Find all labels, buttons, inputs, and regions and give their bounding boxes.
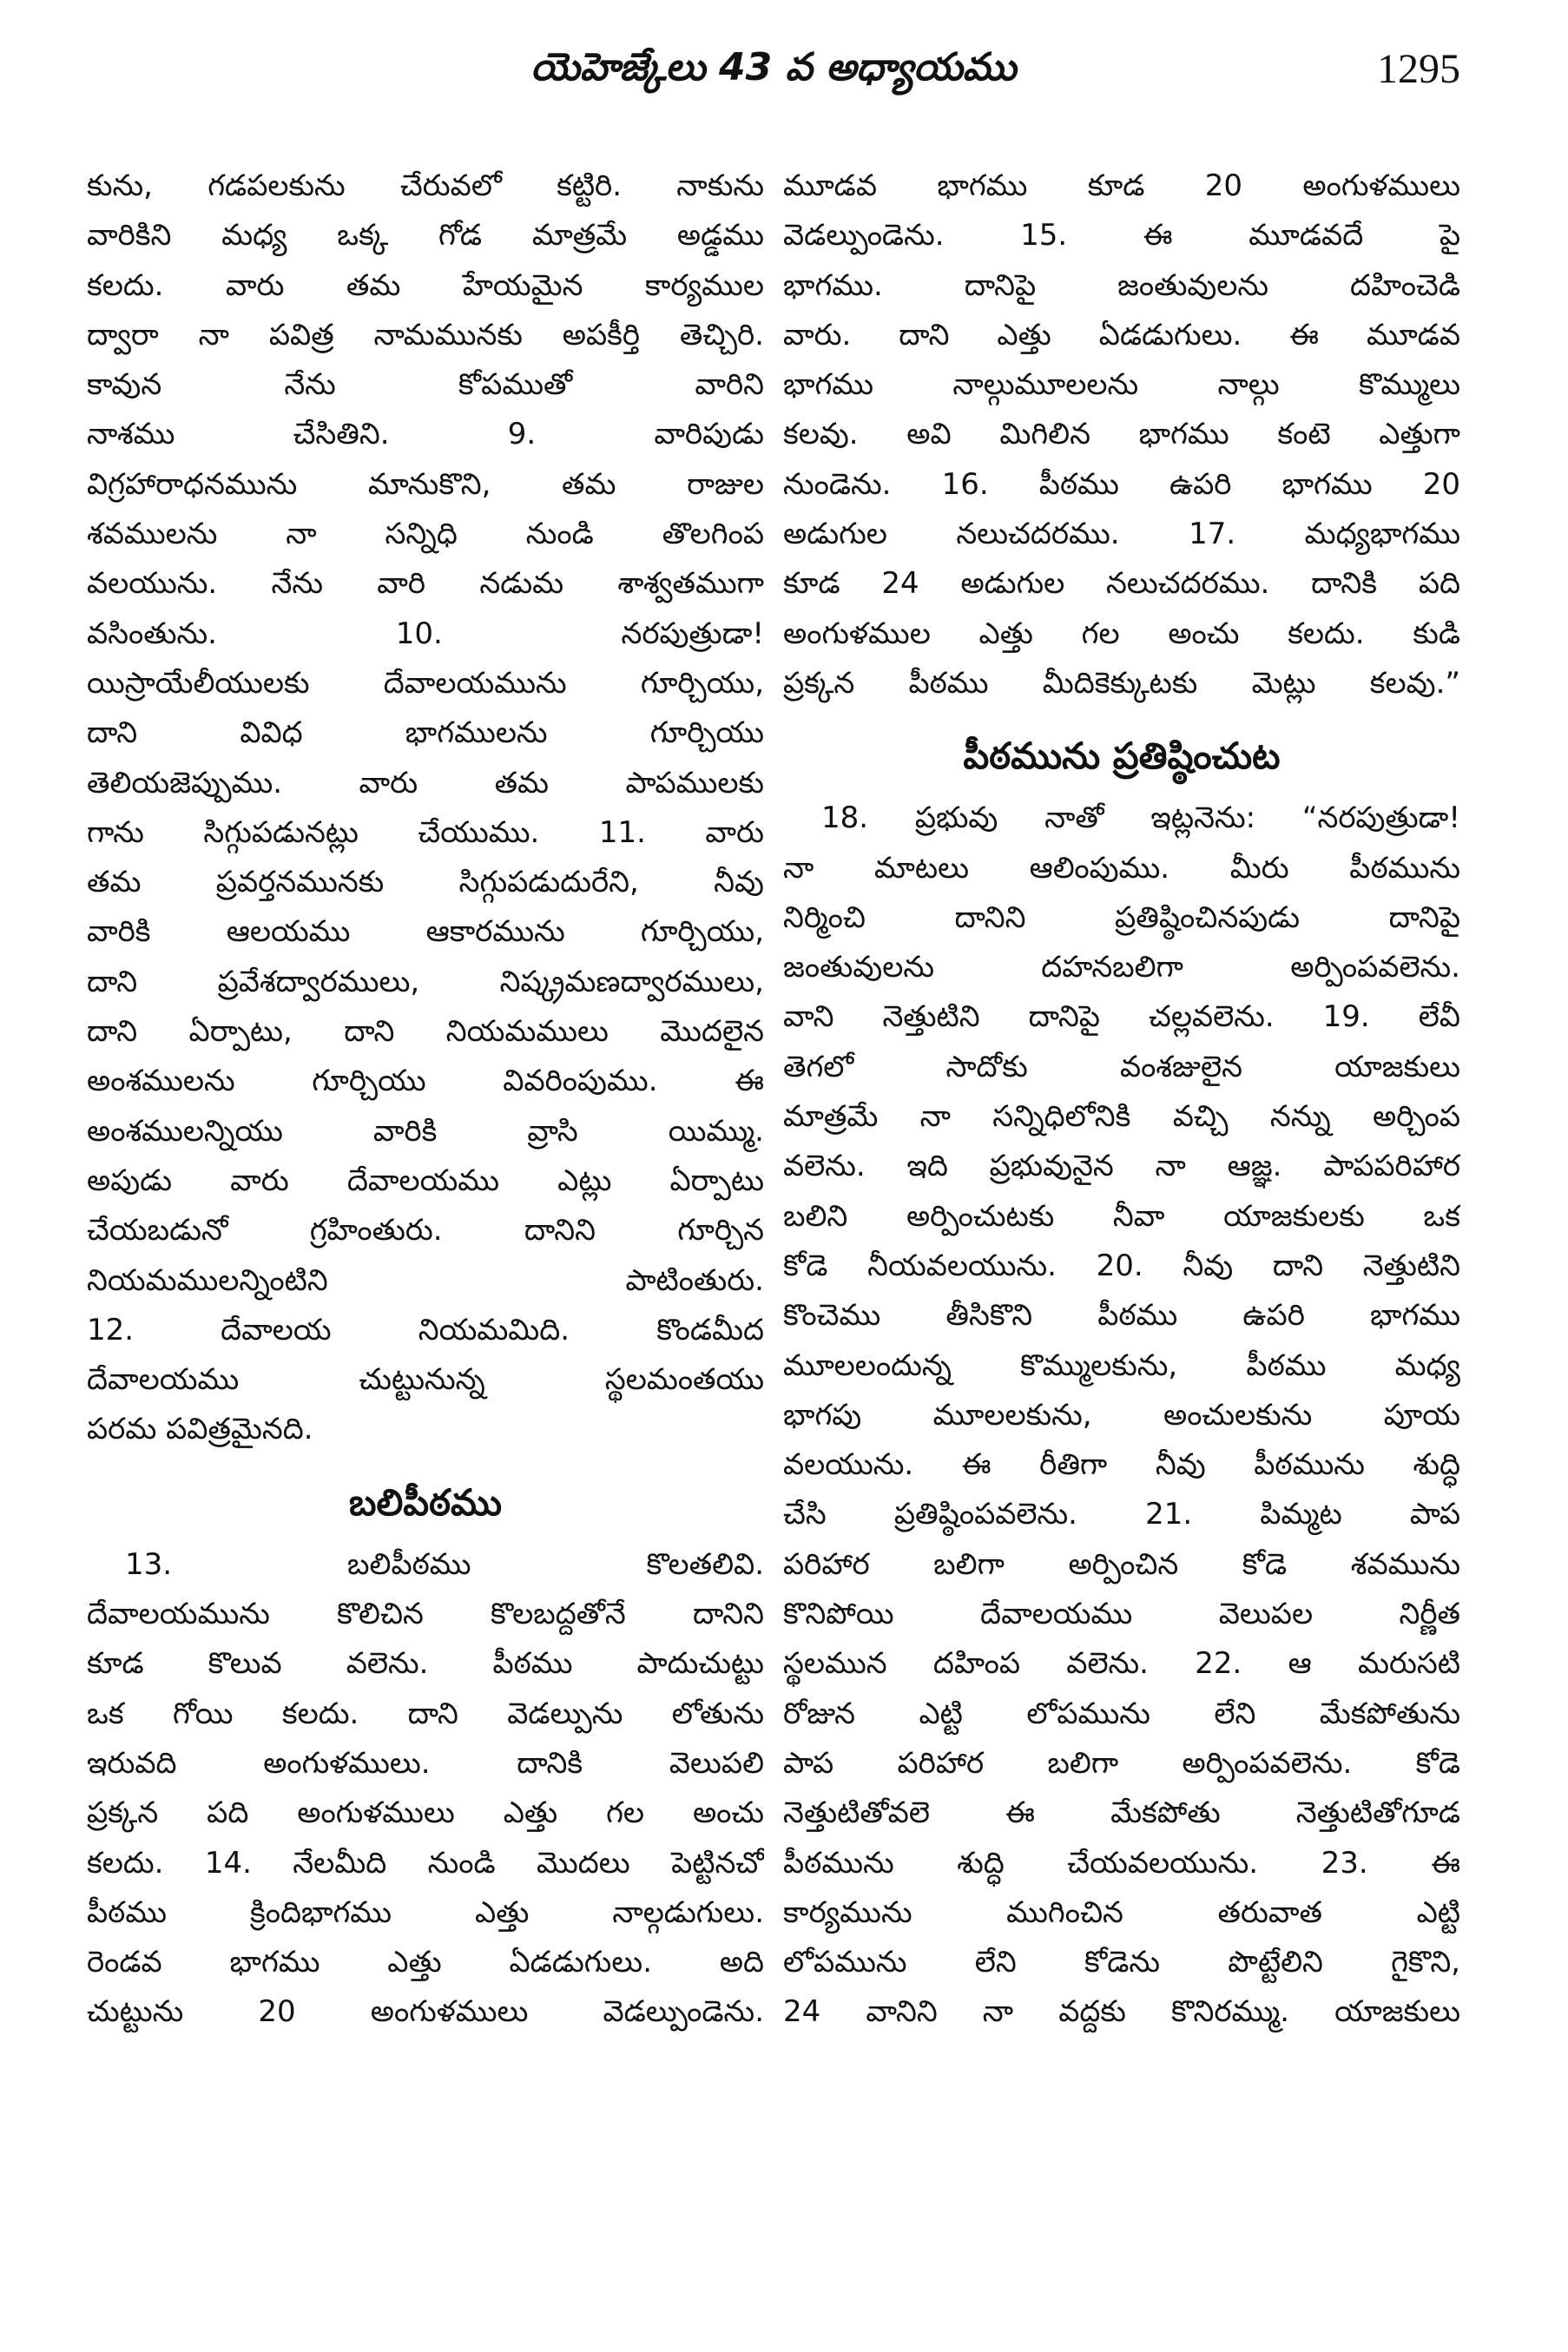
text-line: విగ్రహారాధనమును మానుకొని, తమ రాజుల [87,466,764,502]
text-line: అంశములను గూర్చియు వివరింపుము. ఈ [87,1064,764,1099]
text-line: దాని వివిధ భాగములను గూర్చియు [87,715,764,751]
text-line: అంగుళముల ఎత్తు గల అంచు కలదు. కుడి [783,616,1460,651]
text-line: ద్వారా నా పవిత్ర నామమునకు అపకీర్తి తెచ్చిరి. [87,317,764,352]
text-line: నెత్తుటితోవలె ఈ మేకపోతు నెత్తుటితోగూడ [783,1795,1460,1831]
text-line: రెండవ భాగము ఎత్తు ఏడడుగులు. అది [87,1945,764,1980]
text-line: లోపమును లేని కోడెను పొట్టేలిని గైకొని, [783,1945,1460,1980]
text-line: స్థలమున దహింప వలెను. 22. ఆ మరుసటి [783,1646,1460,1682]
right-column-body [783,161,1460,708]
text-line: దేవాలయమును కొలిచిన కొలబద్దతోనే దానిని [87,1597,764,1632]
text-line: 12. దేవాలయ నియమమిది. కొండమీద [87,1312,764,1347]
text-line: వలెను. ఇది ప్రభువునైన నా ఆజ్ఞ. పాపపరిహార [783,1149,1460,1184]
right-column [783,161,1460,2038]
page-header [87,45,1460,106]
text-line: అంశములన్నియు వారికి వ్రాసి యిమ్ము. [87,1113,764,1149]
left-column-body [87,161,764,1455]
text-line: జంతువులను దహనబలిగా అర్పింపవలెను. [783,950,1460,985]
text-line: ప్రక్కన పది అంగుళములు ఎత్తు గల అంచు [87,1795,764,1831]
text-line: మూడవ భాగము కూడ 20 అంగుళములు [783,168,1460,203]
text-line: నా మాటలు ఆలింపుము. మీరు పీఠమును [783,850,1460,886]
text-line: వారికి ఆలయము ఆకారమును గూర్చియు, [87,914,764,950]
running-title: యెహెజ్కేలు 43 వ అధ్యాయము [530,45,1017,89]
text-line: నియమములన్నింటిని పాటింతురు. [87,1262,764,1298]
text-line: వసింతును. 10. నరపుత్రుడా! [87,616,764,651]
text-line: మూలలందున్న కొమ్ములకును, పీఠము మధ్య [783,1347,1460,1383]
right-column-body-after-heading [783,794,1460,2037]
text-line: నాశము చేసితిని. 9. వారిపుడు [87,417,764,452]
text-line: పీఠము క్రిందిభాగము ఎత్తు నాల్గడుగులు. [87,1894,764,1930]
text-line: గాను సిగ్గుపడునట్లు చేయుము. 11. వారు [87,814,764,850]
text-line: యిస్రాయేలీయులకు దేవాలయమును గూర్చియు, [87,665,764,701]
text-line: తెలియజెప్పుము. వారు తమ పాపములకు [87,765,764,800]
text-line: బలిని అర్పించుటకు నీవా యాజకులకు ఒక [783,1198,1460,1234]
text-line: రోజున ఎట్టి లోపమును లేని మేకపోతును [783,1696,1460,1731]
text-line: కోడె నీయవలయును. 20. నీవు దాని నెత్తుటిని [783,1248,1460,1283]
text-line: నిర్మించి దానిని ప్రతిష్ఠించినపుడు దానిపై [783,899,1460,935]
text-line: దాని ప్రవేశద్వారములు, నిష్క్రమణద్వారములు, [87,964,764,999]
text-line: పాప పరిహార బలిగా అర్పింపవలెను. కోడె [783,1745,1460,1781]
text-line: కలదు. 14. నేలమీది నుండి మొదలు పెట్టినచో [87,1845,764,1881]
text-line: భాగము నాల్గుమూలలను నాల్గు కొమ్ములు [783,367,1460,403]
text-line: 13. బలిపీఠము కొలతలివి. [125,1546,764,1582]
text-line: మాత్రమే నా సన్నిధిలోనికి వచ్చి నన్ను అర్చింప [783,1099,1460,1135]
text-line: వలయును. నేను వారి నడుమ శాశ్వతముగా [87,566,764,602]
text-line: కొనిపోయి దేవాలయము వెలుపల నిర్ణీత [783,1597,1460,1632]
text-line: వారు. దాని ఎత్తు ఏడడుగులు. ఈ మూడవ [783,317,1460,352]
text-line: పరమ పవిత్రమైనది. [87,1412,313,1447]
text-line: అపుడు వారు దేవాలయము ఎట్లు ఏర్పాటు [87,1163,764,1198]
text-line: చేసి ప్రతిష్ఠింపవలెను. 21. పిమ్మట పాప [783,1497,1460,1532]
text-line: వాని నెత్తుటిని దానిపై చల్లవలెను. 19. లేవీ [783,999,1460,1035]
text-line: కొంచెము తీసికొని పీఠము ఉపరి భాగము [783,1298,1460,1334]
text-line: అడుగుల నలుచదరము. 17. మధ్యభాగము [783,517,1460,552]
text-line: ఇరువది అంగుళములు. దానికి వెలుపలి [87,1745,764,1781]
text-line: కలదు. వారు తమ హేయమైన కార్యముల [87,267,764,303]
text-line: ఒక గోయి కలదు. దాని వెడల్పును లోతును [87,1696,764,1731]
text-line: దేవాలయము చుట్టునున్న స్థలమంతయు [87,1362,764,1398]
page-number: 1295 [1377,46,1460,92]
text-line: దాని ఏర్పాటు, దాని నియమములు మొదలైన [87,1014,764,1050]
text-line: వారికిని మధ్య ఒక్క గోడ మాత్రమే అడ్డము [87,218,764,254]
section-heading-altar: బలిపీఠము [348,1480,503,1524]
text-line: కును, గడపలకును చేరువలో కట్టిరి. నాకును [87,168,764,203]
text-line: భాగపు మూలలకును, అంచులకును పూయ [783,1397,1460,1433]
text-line: పరిహార బలిగా అర్పించిన కోడె శవమును [783,1546,1460,1582]
text-line: కావున నేను కోపముతో వారిని [87,367,764,403]
left-column [87,161,764,2038]
text-line: 18. ప్రభువు నాతో ఇట్లనెను: “నరపుత్రుడా! [821,800,1460,836]
text-line: ప్రక్కన పీఠము మీదికెక్కుటకు మెట్లు కలవు.” [783,665,1460,701]
text-line: తమ ప్రవర్తనమునకు సిగ్గుపడుదురేని, నీవు [87,865,764,900]
text-line: భాగము. దానిపై జంతువులను దహించెడి [783,267,1460,303]
text-line: కార్యమును ముగించిన తరువాత ఎట్టి [783,1894,1460,1930]
text-line: వలయును. ఈ రీతిగా నీవు పీఠమును శుద్ధి [783,1447,1460,1483]
left-column-body-after-heading [87,1540,764,2038]
text-line: చుట్టును 20 అంగుళములు వెడల్పుండెను. [87,1994,764,2030]
text-line: చేయబడునో గ్రహింతురు. దానిని గూర్చిన [87,1213,764,1248]
text-line: కలవు. అవి మిగిలిన భాగము కంటె ఎత్తుగా [783,417,1460,452]
text-line: పీఠమును శుద్ధి చేయవలయును. 23. ఈ [783,1845,1460,1881]
text-line: నుండెను. 16. పీఠము ఉపరి భాగము 20 [783,466,1460,502]
text-line: తెగలో సాదోకు వంశజులైన యాజకులు [783,1049,1460,1084]
text-line: 24 వానిని నా వద్దకు కొనిరమ్ము. యాజకులు [783,1994,1460,2030]
section-heading-altar-consecration: పీఠమును ప్రతిష్ఠించుట [963,735,1281,778]
text-line: కూడ 24 అడుగుల నలుచదరము. దానికి పది [783,566,1460,602]
text-line: కూడ కొలువ వలెను. పీఠము పాదుచుట్టు [87,1646,764,1682]
text-line: శవములను నా సన్నిధి నుండి తొలగింప [87,517,764,552]
text-line: వెడల్పుండెను. 15. ఈ మూడవదే పై [783,218,1460,254]
